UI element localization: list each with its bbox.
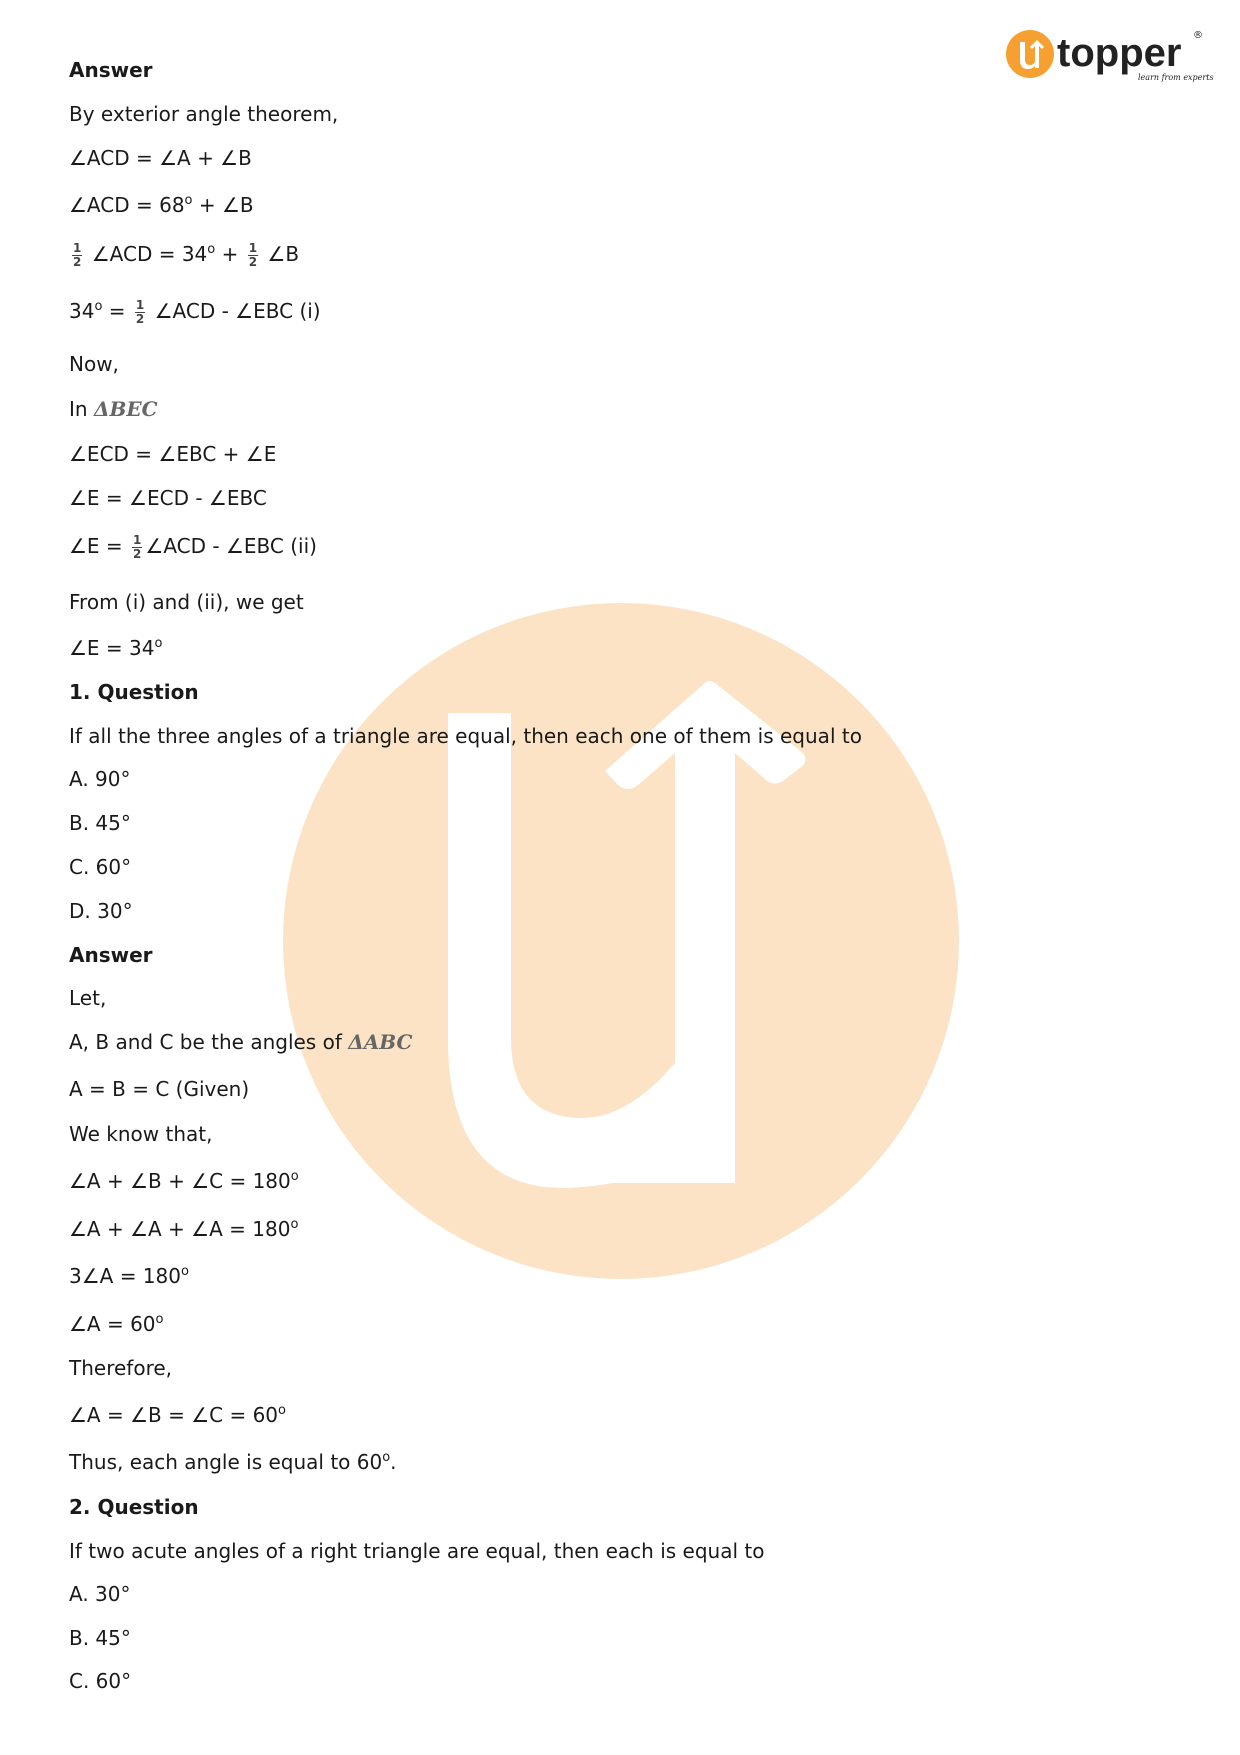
registered-mark: ® (1193, 30, 1203, 41)
option-b: B. 45° (69, 1626, 131, 1650)
answer-heading: Answer (69, 58, 153, 82)
equation-line: ∠ECD = ∠EBC + ∠E (69, 442, 277, 466)
fraction: $\frac{1}{2}$ (248, 241, 258, 269)
option-a: A. 90° (69, 767, 131, 791)
watermark-logo (283, 603, 959, 1279)
text-line: Let, (69, 986, 107, 1010)
equation-line: ∠A + ∠B + ∠C = $180^o$ (69, 1169, 299, 1193)
equation-line: ∠E = $34^o$ (69, 636, 163, 660)
question-1-title: 1. Question (69, 680, 199, 704)
equation-line: ∠E = ∠ECD - ∠EBC (69, 486, 267, 510)
question-1-text: If all the three angles of a triangle are equal, then each one of them is equal to (69, 724, 862, 748)
text-line: By exterior angle theorem, (69, 102, 339, 126)
equation-line: ∠E = $\frac{1}{2}$ ∠ACD - ∠EBC (ii) (69, 533, 317, 561)
logo-wordmark: topper (1057, 31, 1182, 75)
question-2-title: 2. Question (69, 1495, 199, 1519)
equation-line: A = B = C (Given) (69, 1077, 250, 1101)
equation-line: ∠A = ∠B = ∠C = $60^o$ (69, 1403, 286, 1427)
answer-heading: Answer (69, 943, 153, 967)
text-line: A, B and C be the angles of ΔABC (69, 1030, 413, 1054)
fraction: $\frac{1}{2}$ (135, 298, 145, 326)
text-line: From (i) and (ii), we get (69, 590, 304, 614)
option-d: D. 30° (69, 899, 133, 923)
text-line: We know that, (69, 1122, 213, 1146)
fraction: $\frac{1}{2}$ (133, 533, 142, 561)
option-a: A. 30° (69, 1582, 131, 1606)
topper-logo (1005, 24, 1214, 90)
fraction: $\frac{1}{2}$ (73, 241, 82, 269)
equation-line: ∠ACD = $68^o$ + ∠B (69, 193, 254, 217)
equation-line: 3∠A = $180^o$ (69, 1264, 189, 1288)
equation-line: $34^o$ = $\frac{1}{2}$ ∠ACD - ∠EBC (i) (69, 298, 321, 326)
math-expression: ΔBEC (93, 397, 158, 421)
equation-line: ∠A = $60^o$ (69, 1312, 164, 1336)
equation-line: $\frac{1}{2}$ ∠ACD = $34^o$ + $\frac{1}{2}$ ∠B (73, 241, 300, 269)
logo-tagline: learn from experts (1138, 73, 1214, 82)
equation-line: ∠ACD = ∠A + ∠B (69, 146, 252, 170)
option-c: C. 60° (69, 855, 132, 879)
text-line: In ΔBEC (69, 397, 158, 421)
text-line: Now, (69, 352, 119, 376)
text-line: Thus, each angle is equal to 60$^o$. (69, 1450, 397, 1474)
option-b: B. 45° (69, 811, 131, 835)
equation-line: ∠A + ∠A + ∠A = $180^o$ (69, 1217, 299, 1241)
option-c: C. 60° (69, 1669, 132, 1693)
question-2-text: If two acute angles of a right triangle are equal, then each is equal to (69, 1539, 765, 1563)
text-line: Therefore, (69, 1356, 173, 1380)
math-expression: ΔABC (348, 1030, 413, 1054)
